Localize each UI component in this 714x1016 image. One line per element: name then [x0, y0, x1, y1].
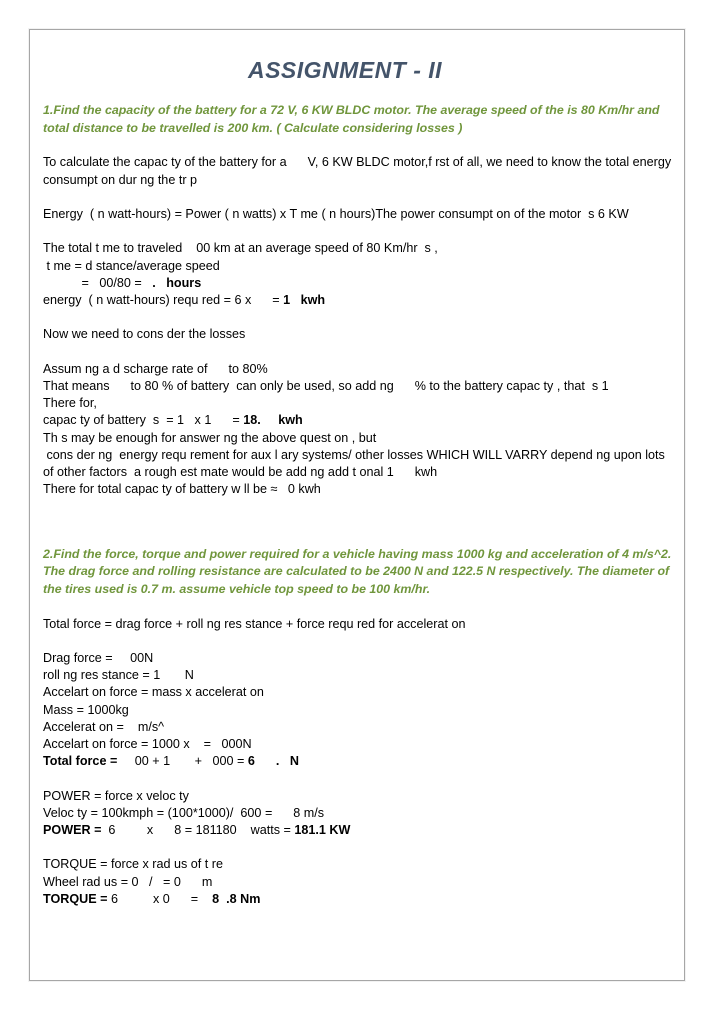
q2-drag: Drag force = 00N [43, 650, 154, 665]
q1-discharge: Assum ng a d scharge rate of to 80% [43, 361, 268, 376]
q2-torque-result: 8 .8 Nm [212, 891, 261, 906]
q1-total-capacity: There for total capac ty of battery w ll be ≈ 0 kwh [43, 482, 321, 497]
q1-capacity-result: 18. kwh [243, 413, 303, 428]
q2-accel-force-calc: Accelart on force = 1000 x = 000N [43, 736, 252, 751]
q1-therefor: There for, [43, 396, 97, 411]
q1-time-result: . hours [152, 275, 202, 290]
q2-acceleration: Accelerat on = m/s^ [43, 719, 165, 734]
q1-enough: Th s may be enough for answer ng the above quest on , but [43, 430, 377, 445]
q1-energy-formula: Energy ( n watt-hours) = Power ( n watts) x T me ( n hours)The power consumpt on of the motor s 6 KW [43, 206, 629, 221]
q2-total-force: Total force = 00 + 1 + 000 = 6 . N [43, 754, 299, 769]
q1-time-intro: The total t me to traveled 00 km at an average speed of 80 Km/hr s , [43, 241, 438, 256]
q2-power: POWER = 6 x 8 = 181180 watts = 181.1 KW [43, 822, 351, 837]
q2-mass: Mass = 1000kg [43, 702, 129, 717]
q2-total-force-result: 6 . N [247, 754, 299, 769]
q2-velocity: Veloc ty = 100kmph = (100*1000)/ 600 = 8 m/s [43, 805, 325, 820]
q1-capacity: capac ty of battery s = 1 x 1 = 18. kwh [43, 413, 303, 428]
q2-accel-force-formula: Accelart on force = mass x accelerat on [43, 685, 264, 700]
q2-torque: TORQUE = 6 x 0 = 8 .8 Nm [43, 891, 261, 906]
q1-intro: To calculate the capac ty of the battery for a V, 6 KW BLDC motor,f rst of all, we need to know the total energy consumpt on dur ng the tr p [43, 155, 675, 187]
q2-radius: Wheel rad us = 0 / = 0 m [43, 874, 213, 889]
question-1: 1.Find the capacity of the battery for a 72 V, 6 KW BLDC motor. The average speed of the is 80 Km/hr and total distance to be travelled is 200 km. ( Calculate considering losses ) [43, 103, 663, 135]
q1-energy-required: energy ( n watt-hours) requ red = 6 x = 1 kwh [43, 292, 326, 307]
q1-losses-intro: Now we need to cons der the losses [43, 327, 246, 342]
q1-means: That means to 80 % of battery can only be used, so add ng % to the battery capac ty , that s 1 [43, 378, 609, 393]
q1-energy-required-result: 1 kwh [283, 292, 326, 307]
q1-time-calc: = 00/80 = . hours [81, 275, 202, 290]
q1-time-formula: t me = d stance/average speed [43, 258, 220, 273]
question-2: 2.Find the force, torque and power required for a vehicle having mass 1000 kg and acceleration of 4 m/s^2. The drag force and rolling resistance are calculated to be 2400 N and 122.5 N respectively. The diameter of the tires used is 0.7 m. assume vehicle top speed to be 100 km/hr. [43, 546, 675, 596]
q2-torque-formula: TORQUE = force x rad us of t re [43, 857, 223, 872]
q2-rolling: roll ng res stance = 1 N [43, 668, 194, 683]
document-body [43, 102, 678, 908]
page-title: ASSIGNMENT - II [247, 57, 443, 83]
q1-aux: cons der ng energy requ rement for aux l ary systems/ other losses WHICH WILL VARRY depend ng upon lots of other factors a rough est mate would be add ng add t onal 1 kwh [43, 447, 669, 479]
q2-total-force-formula: Total force = drag force + roll ng res stance + force requ red for accelerat on [43, 616, 466, 631]
q2-power-result: 181.1 KW [294, 822, 351, 837]
q2-power-formula: POWER = force x veloc ty [43, 788, 189, 803]
